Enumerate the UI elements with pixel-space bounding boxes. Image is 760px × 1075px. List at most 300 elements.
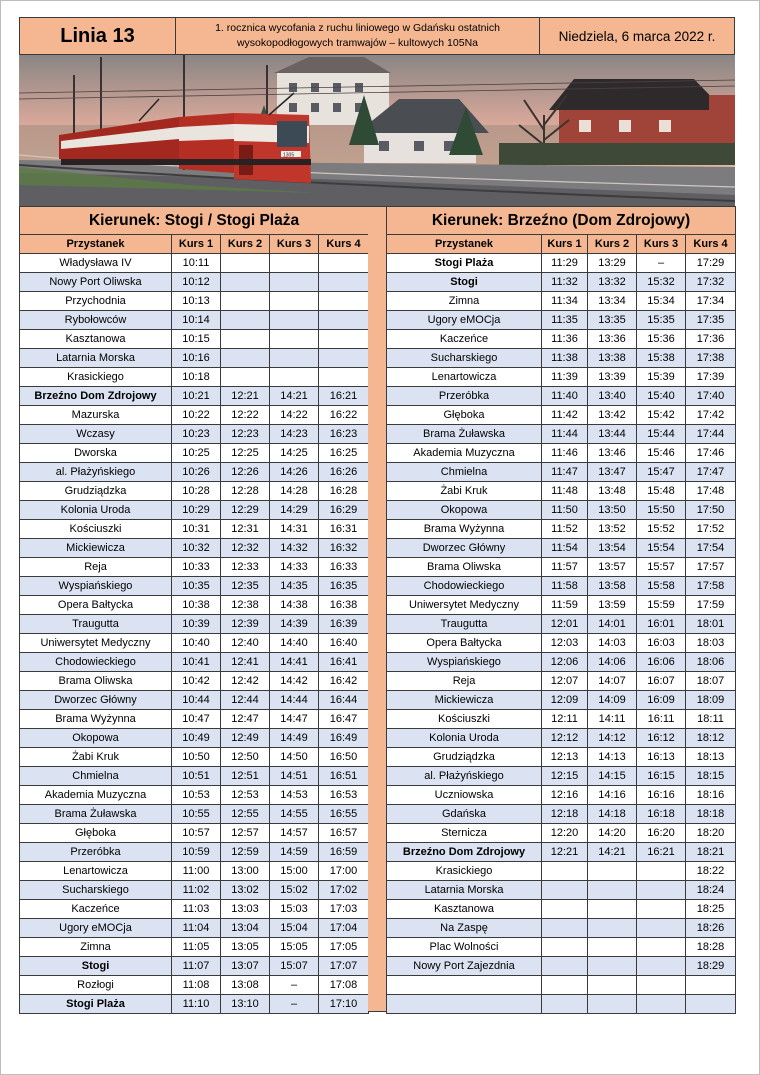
- table-row: [20, 444, 369, 463]
- table-row: [20, 995, 369, 1014]
- departure-time-run-2: [221, 349, 270, 368]
- departure-time-run-3: [637, 862, 686, 881]
- departure-time-run-4: 18:26: [686, 919, 736, 938]
- departure-time-run-3: 16:13: [637, 748, 686, 767]
- departure-time-run-4: 16:51: [319, 767, 369, 786]
- table-row: [20, 767, 369, 786]
- stop-name: Wyspiańskiego: [387, 653, 542, 672]
- departure-time-run-3: 15:54: [637, 539, 686, 558]
- departure-time-run-1: 12:03: [542, 634, 588, 653]
- departure-time-run-4: 16:25: [319, 444, 369, 463]
- col-header-run-3: Kurs 3: [637, 235, 686, 254]
- departure-time-run-4: 18:28: [686, 938, 736, 957]
- departure-time-run-1: [542, 900, 588, 919]
- departure-time-run-3: –: [270, 995, 319, 1014]
- departure-time-run-3: 16:16: [637, 786, 686, 805]
- departure-time-run-2: 12:51: [221, 767, 270, 786]
- table-row: [387, 957, 736, 976]
- departure-time-run-2: 14:01: [588, 615, 637, 634]
- table-row: [20, 520, 369, 539]
- departure-time-run-4: 18:01: [686, 615, 736, 634]
- departure-time-run-1: [542, 995, 588, 1014]
- stop-name: Okopowa: [387, 501, 542, 520]
- departure-time-run-1: 12:15: [542, 767, 588, 786]
- departure-time-run-3: [270, 273, 319, 292]
- date-label: Niedziela, 6 marca 2022 r.: [540, 18, 734, 54]
- departure-time-run-3: 15:04: [270, 919, 319, 938]
- stop-name: Sucharskiego: [387, 349, 542, 368]
- table-row: [387, 406, 736, 425]
- departure-time-run-3: 15:48: [637, 482, 686, 501]
- header: [19, 17, 735, 55]
- departure-time-run-1: 10:35: [172, 577, 221, 596]
- departure-time-run-4: 16:23: [319, 425, 369, 444]
- departure-time-run-2: 14:09: [588, 691, 637, 710]
- departure-time-run-3: 14:35: [270, 577, 319, 596]
- departure-time-run-3: 14:31: [270, 520, 319, 539]
- departure-time-run-3: 14:40: [270, 634, 319, 653]
- table-row: [20, 729, 369, 748]
- table-row: [387, 634, 736, 653]
- departure-time-run-3: 15:32: [637, 273, 686, 292]
- stop-name: Chodowieckiego: [20, 653, 172, 672]
- stop-name: Lenartowicza: [387, 368, 542, 387]
- departure-time-run-3: 14:28: [270, 482, 319, 501]
- departure-time-run-4: 16:40: [319, 634, 369, 653]
- table-row: [20, 387, 369, 406]
- departure-time-run-1: 10:14: [172, 311, 221, 330]
- departure-time-run-3: 16:20: [637, 824, 686, 843]
- table-row: [387, 425, 736, 444]
- departure-time-run-4: 17:48: [686, 482, 736, 501]
- departure-time-run-4: 17:54: [686, 539, 736, 558]
- col-header-run-2: Kurs 2: [588, 235, 637, 254]
- table-row: [20, 273, 369, 292]
- col-header-stop: Przystanek: [20, 235, 172, 254]
- stop-name: Ugory eMOCja: [387, 311, 542, 330]
- stop-name: Władysława IV: [20, 254, 172, 273]
- table-row: [20, 596, 369, 615]
- table-row: [387, 843, 736, 862]
- stop-name: Wyspiańskiego: [20, 577, 172, 596]
- table-row: [387, 368, 736, 387]
- stop-name: Sternicza: [387, 824, 542, 843]
- stop-name: Dworzec Główny: [387, 539, 542, 558]
- departure-time-run-1: [542, 976, 588, 995]
- departure-time-run-4: 18:07: [686, 672, 736, 691]
- table-row: [20, 425, 369, 444]
- departure-time-run-4: 16:31: [319, 520, 369, 539]
- table-row: [387, 596, 736, 615]
- departure-time-run-2: [588, 957, 637, 976]
- stop-name: al. Płażyńskiego: [387, 767, 542, 786]
- stop-name: Stogi: [387, 273, 542, 292]
- departure-time-run-1: 11:05: [172, 938, 221, 957]
- departure-time-run-2: [588, 995, 637, 1014]
- col-header-run-2: Kurs 2: [221, 235, 270, 254]
- stop-name: Kolonia Uroda: [20, 501, 172, 520]
- departure-time-run-4: 17:29: [686, 254, 736, 273]
- departure-time-run-4: [319, 368, 369, 387]
- departure-time-run-2: 12:59: [221, 843, 270, 862]
- departure-time-run-1: 11:48: [542, 482, 588, 501]
- stop-name: Kaczeńce: [387, 330, 542, 349]
- stop-name: Akademia Muzyczna: [20, 786, 172, 805]
- departure-time-run-3: [637, 957, 686, 976]
- stop-name: Brama Wyżynna: [20, 710, 172, 729]
- departure-time-run-4: 18:13: [686, 748, 736, 767]
- departure-time-run-2: 12:26: [221, 463, 270, 482]
- departure-time-run-3: 14:29: [270, 501, 319, 520]
- stop-name: Krasickiego: [387, 862, 542, 881]
- departure-time-run-4: 16:33: [319, 558, 369, 577]
- table-row: [20, 843, 369, 862]
- departure-time-run-2: [588, 900, 637, 919]
- departure-time-run-1: 10:40: [172, 634, 221, 653]
- departure-time-run-2: 13:47: [588, 463, 637, 482]
- departure-time-run-3: 14:41: [270, 653, 319, 672]
- departure-time-run-4: [686, 995, 736, 1014]
- departure-time-run-3: 16:18: [637, 805, 686, 824]
- departure-time-run-3: 14:53: [270, 786, 319, 805]
- departure-time-run-2: 14:11: [588, 710, 637, 729]
- departure-time-run-4: 16:59: [319, 843, 369, 862]
- departure-time-run-4: 17:38: [686, 349, 736, 368]
- departure-time-run-1: 11:08: [172, 976, 221, 995]
- departure-time-run-2: 14:12: [588, 729, 637, 748]
- departure-time-run-1: 10:21: [172, 387, 221, 406]
- table-row: [20, 805, 369, 824]
- table-row: [387, 501, 736, 520]
- table-row: [387, 672, 736, 691]
- stop-name: Dworzec Główny: [20, 691, 172, 710]
- departure-time-run-1: 10:47: [172, 710, 221, 729]
- departure-time-run-1: 10:13: [172, 292, 221, 311]
- departure-time-run-1: 12:12: [542, 729, 588, 748]
- departure-time-run-3: 14:49: [270, 729, 319, 748]
- stop-name: al. Płażyńskiego: [20, 463, 172, 482]
- departure-time-run-4: 18:20: [686, 824, 736, 843]
- departure-time-run-1: 11:54: [542, 539, 588, 558]
- departure-time-run-3: [637, 881, 686, 900]
- stop-name: Okopowa: [20, 729, 172, 748]
- departure-time-run-4: 16:29: [319, 501, 369, 520]
- departure-time-run-3: 15:07: [270, 957, 319, 976]
- stop-name: Kasztanowa: [387, 900, 542, 919]
- departure-time-run-1: 11:44: [542, 425, 588, 444]
- table-row: [387, 881, 736, 900]
- departure-time-run-1: 11:03: [172, 900, 221, 919]
- departure-time-run-2: 12:35: [221, 577, 270, 596]
- stop-name: Brzeźno Dom Zdrojowy: [387, 843, 542, 862]
- tram-photo: [19, 55, 735, 206]
- departure-time-run-2: 13:07: [221, 957, 270, 976]
- column-separator: [368, 206, 386, 1012]
- col-header-run-4: Kurs 4: [686, 235, 736, 254]
- stop-name: Latarnia Morska: [387, 881, 542, 900]
- departure-time-run-2: 14:15: [588, 767, 637, 786]
- departure-time-run-1: 10:31: [172, 520, 221, 539]
- table-row: [387, 995, 736, 1014]
- table-row: [387, 653, 736, 672]
- table-row: [387, 767, 736, 786]
- departure-time-run-4: 16:26: [319, 463, 369, 482]
- table-row: [20, 710, 369, 729]
- departure-time-run-4: 16:39: [319, 615, 369, 634]
- stop-name: Chmielna: [387, 463, 542, 482]
- departure-time-run-1: 12:09: [542, 691, 588, 710]
- departure-time-run-4: 17:57: [686, 558, 736, 577]
- table-row: [20, 463, 369, 482]
- departure-time-run-1: 10:57: [172, 824, 221, 843]
- departure-time-run-3: 15:40: [637, 387, 686, 406]
- table-row: [387, 786, 736, 805]
- departure-time-run-3: 14:38: [270, 596, 319, 615]
- departure-time-run-1: 10:53: [172, 786, 221, 805]
- departure-time-run-1: 11:10: [172, 995, 221, 1014]
- departure-time-run-1: 11:50: [542, 501, 588, 520]
- col-header-run-1: Kurs 1: [172, 235, 221, 254]
- stop-name: Uczniowska: [387, 786, 542, 805]
- table-row: [387, 900, 736, 919]
- departure-time-run-3: 15:36: [637, 330, 686, 349]
- table-row: [387, 254, 736, 273]
- line-title: Linia 13: [20, 18, 176, 54]
- stop-name: Sucharskiego: [20, 881, 172, 900]
- departure-time-run-3: 14:23: [270, 425, 319, 444]
- stop-name: Plac Wolności: [387, 938, 542, 957]
- table-row: [387, 729, 736, 748]
- table-row: [387, 387, 736, 406]
- table-row: [387, 292, 736, 311]
- departure-time-run-2: 12:44: [221, 691, 270, 710]
- timetable-left: [19, 206, 369, 1014]
- stop-name: Stogi: [20, 957, 172, 976]
- departure-time-run-2: [221, 292, 270, 311]
- departure-time-run-3: 15:42: [637, 406, 686, 425]
- stop-name: Chodowieckiego: [387, 577, 542, 596]
- departure-time-run-2: 13:00: [221, 862, 270, 881]
- departure-time-run-1: 12:16: [542, 786, 588, 805]
- stop-name: Krasickiego: [20, 368, 172, 387]
- departure-time-run-4: [319, 330, 369, 349]
- table-row: [387, 691, 736, 710]
- stop-name: Gdańska: [387, 805, 542, 824]
- departure-time-run-2: 13:32: [588, 273, 637, 292]
- departure-time-run-3: 15:57: [637, 558, 686, 577]
- event-title-line-2: wysokopodłogowych tramwajów – kultowych 105Na: [236, 37, 479, 49]
- departure-time-run-4: 17:03: [319, 900, 369, 919]
- departure-time-run-2: 13:08: [221, 976, 270, 995]
- departure-time-run-4: 18:15: [686, 767, 736, 786]
- departure-time-run-1: 10:55: [172, 805, 221, 824]
- departure-time-run-1: 11:07: [172, 957, 221, 976]
- departure-time-run-1: 11:39: [542, 368, 588, 387]
- table-row: [387, 805, 736, 824]
- departure-time-run-1: 10:59: [172, 843, 221, 862]
- departure-time-run-4: [686, 976, 736, 995]
- table-row: [20, 577, 369, 596]
- table-row: [20, 558, 369, 577]
- departure-time-run-4: [319, 254, 369, 273]
- departure-time-run-2: 14:13: [588, 748, 637, 767]
- departure-time-run-2: [588, 862, 637, 881]
- event-title: [176, 18, 540, 54]
- departure-time-run-2: 12:39: [221, 615, 270, 634]
- stop-name: Głęboka: [20, 824, 172, 843]
- departure-time-run-2: 14:06: [588, 653, 637, 672]
- departure-time-run-3: 14:51: [270, 767, 319, 786]
- departure-time-run-4: 18:24: [686, 881, 736, 900]
- departure-time-run-3: 14:25: [270, 444, 319, 463]
- departure-time-run-4: 16:21: [319, 387, 369, 406]
- table-row: [387, 463, 736, 482]
- departure-time-run-4: 18:09: [686, 691, 736, 710]
- departure-time-run-2: 12:33: [221, 558, 270, 577]
- departure-time-run-4: 17:40: [686, 387, 736, 406]
- departure-time-run-2: 14:21: [588, 843, 637, 862]
- departure-time-run-2: 13:05: [221, 938, 270, 957]
- departure-time-run-4: 17:52: [686, 520, 736, 539]
- departure-time-run-2: 12:40: [221, 634, 270, 653]
- table-row: [20, 862, 369, 881]
- table-row: [20, 938, 369, 957]
- departure-time-run-1: 11:29: [542, 254, 588, 273]
- departure-time-run-4: 17:07: [319, 957, 369, 976]
- departure-time-run-1: [542, 938, 588, 957]
- stop-name: Kolonia Uroda: [387, 729, 542, 748]
- departure-time-run-1: [542, 919, 588, 938]
- departure-time-run-3: 14:39: [270, 615, 319, 634]
- stop-name: Brama Wyżynna: [387, 520, 542, 539]
- direction-title-left: Kierunek: Stogi / Stogi Plaża: [20, 207, 369, 235]
- direction-title-right: Kierunek: Brzeźno (Dom Zdrojowy): [387, 207, 736, 235]
- table-row: [387, 539, 736, 558]
- departure-time-run-1: 11:46: [542, 444, 588, 463]
- departure-time-run-3: 15:34: [637, 292, 686, 311]
- departure-time-run-1: 10:16: [172, 349, 221, 368]
- stop-name: Kaczeńce: [20, 900, 172, 919]
- departure-time-run-3: 15:02: [270, 881, 319, 900]
- departure-time-run-1: 12:01: [542, 615, 588, 634]
- departure-time-run-1: 11:40: [542, 387, 588, 406]
- departure-time-run-2: 13:03: [221, 900, 270, 919]
- departure-time-run-3: 15:47: [637, 463, 686, 482]
- departure-time-run-2: 13:35: [588, 311, 637, 330]
- departure-time-run-1: 10:18: [172, 368, 221, 387]
- departure-time-run-4: 17:44: [686, 425, 736, 444]
- departure-time-run-3: 16:07: [637, 672, 686, 691]
- departure-time-run-2: [221, 368, 270, 387]
- departure-time-run-2: 12:22: [221, 406, 270, 425]
- departure-time-run-3: [637, 976, 686, 995]
- departure-time-run-4: 17:04: [319, 919, 369, 938]
- departure-time-run-3: 15:58: [637, 577, 686, 596]
- departure-time-run-3: 14:59: [270, 843, 319, 862]
- departure-time-run-2: 14:20: [588, 824, 637, 843]
- departure-time-run-2: 13:59: [588, 596, 637, 615]
- departure-time-run-1: 11:59: [542, 596, 588, 615]
- departure-time-run-2: 13:54: [588, 539, 637, 558]
- table-row: [387, 938, 736, 957]
- departure-time-run-3: 16:15: [637, 767, 686, 786]
- departure-time-run-4: 16:49: [319, 729, 369, 748]
- departure-time-run-3: 15:38: [637, 349, 686, 368]
- table-row: [20, 634, 369, 653]
- departure-time-run-4: 17:36: [686, 330, 736, 349]
- departure-time-run-3: 16:09: [637, 691, 686, 710]
- departure-time-run-4: 17:32: [686, 273, 736, 292]
- departure-time-run-2: 12:57: [221, 824, 270, 843]
- departure-time-run-3: 15:50: [637, 501, 686, 520]
- departure-time-run-3: [637, 938, 686, 957]
- departure-time-run-4: 16:50: [319, 748, 369, 767]
- departure-time-run-4: 16:47: [319, 710, 369, 729]
- departure-time-run-2: 12:21: [221, 387, 270, 406]
- departure-time-run-1: 11:58: [542, 577, 588, 596]
- stop-name: Przeróbka: [387, 387, 542, 406]
- stop-name: Na Zaspę: [387, 919, 542, 938]
- departure-time-run-3: [270, 292, 319, 311]
- departure-time-run-1: 11:42: [542, 406, 588, 425]
- stop-name: Żabi Kruk: [20, 748, 172, 767]
- departure-time-run-4: 16:57: [319, 824, 369, 843]
- departure-time-run-1: 12:20: [542, 824, 588, 843]
- stop-name: Reja: [387, 672, 542, 691]
- departure-time-run-1: 10:41: [172, 653, 221, 672]
- stop-name: Rozłogi: [20, 976, 172, 995]
- table-row: [20, 900, 369, 919]
- departure-time-run-4: 18:11: [686, 710, 736, 729]
- departure-time-run-2: [588, 881, 637, 900]
- departure-time-run-2: 13:57: [588, 558, 637, 577]
- stop-name: Nowy Port Oliwska: [20, 273, 172, 292]
- departure-time-run-3: 14:42: [270, 672, 319, 691]
- departure-time-run-3: 14:33: [270, 558, 319, 577]
- departure-time-run-3: 14:44: [270, 691, 319, 710]
- departure-time-run-4: 17:39: [686, 368, 736, 387]
- stop-name: Grudziądzka: [387, 748, 542, 767]
- stop-name: Brama Żuławska: [387, 425, 542, 444]
- departure-time-run-3: [270, 368, 319, 387]
- departure-time-run-3: [637, 919, 686, 938]
- departure-time-run-1: [542, 957, 588, 976]
- departure-time-run-4: 18:06: [686, 653, 736, 672]
- departure-time-run-3: 14:32: [270, 539, 319, 558]
- table-row: [20, 539, 369, 558]
- departure-time-run-4: 18:22: [686, 862, 736, 881]
- departure-time-run-4: [319, 311, 369, 330]
- departure-time-run-2: 12:41: [221, 653, 270, 672]
- departure-time-run-2: 13:38: [588, 349, 637, 368]
- departure-time-run-2: 12:55: [221, 805, 270, 824]
- table-row: [20, 786, 369, 805]
- departure-time-run-4: 16:41: [319, 653, 369, 672]
- departure-time-run-3: 15:39: [637, 368, 686, 387]
- stop-name: Mickiewicza: [20, 539, 172, 558]
- stop-name: Chmielna: [20, 767, 172, 786]
- departure-time-run-2: [221, 311, 270, 330]
- departure-time-run-2: 13:50: [588, 501, 637, 520]
- departure-time-run-4: 16:22: [319, 406, 369, 425]
- departure-time-run-2: 13:02: [221, 881, 270, 900]
- departure-time-run-1: 10:29: [172, 501, 221, 520]
- departure-time-run-2: [221, 330, 270, 349]
- departure-time-run-2: 13:42: [588, 406, 637, 425]
- departure-time-run-2: 13:52: [588, 520, 637, 539]
- departure-time-run-3: 15:52: [637, 520, 686, 539]
- table-row: [387, 615, 736, 634]
